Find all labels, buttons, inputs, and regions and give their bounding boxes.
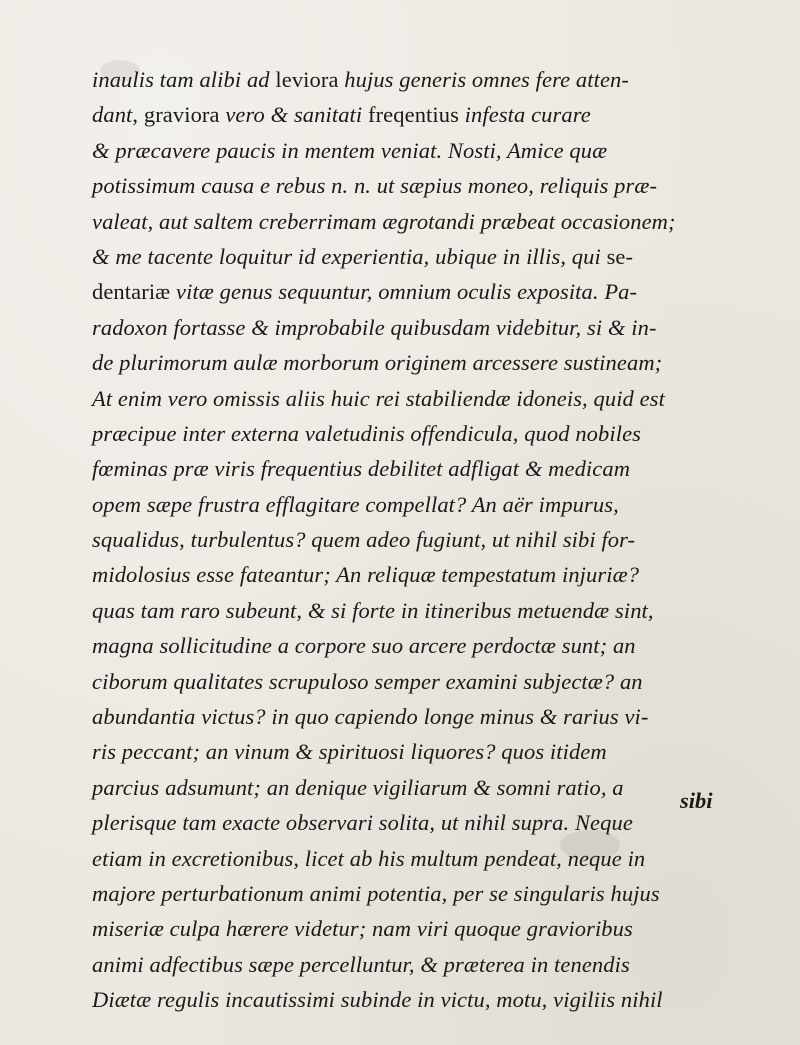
text-line <box>92 451 742 486</box>
text-line <box>92 62 742 97</box>
text-segment: infesta curare <box>458 102 591 128</box>
text-segment: fœminas præ viris frequentius debilitet adfligat & medicam <box>92 456 631 482</box>
text-line <box>92 982 742 1017</box>
text-segment: dant <box>92 102 133 128</box>
text-segment: vitæ genus sequuntur, omnium oculis exposita. Pa- <box>170 279 638 305</box>
text-segment: parcius adsumunt; an denique vigiliarum & somni ratio, a <box>92 774 624 800</box>
text-segment: radoxon fortasse & improbabile quibusdam videbitur, si & in- <box>92 314 657 340</box>
text-segment: miseriæ culpa hærere videtur; nam viri quoque gravioribus <box>92 916 633 942</box>
text-segment: magna sollicitudine a corpore suo arcere perdoctæ sunt; an <box>92 633 636 659</box>
text-segment: etiam in excretionibus, licet ab his multum pendeat, neque in <box>92 845 646 871</box>
text-line <box>92 664 742 699</box>
text-line <box>92 911 742 946</box>
text-line <box>92 841 742 876</box>
text-segment: majore perturbationum animi potentia, per se singularis hujus <box>92 880 660 906</box>
text-line <box>92 557 742 592</box>
text-line <box>92 947 742 982</box>
text-segment: , graviora <box>132 102 226 128</box>
text-line <box>92 168 742 203</box>
text-line <box>92 805 742 840</box>
text-line <box>92 204 742 239</box>
text-segment: de plurimorum aulæ morborum originem arcessere sustineam; <box>92 350 663 376</box>
body-text <box>92 62 742 1018</box>
text-segment: plerisque tam exacte observari solita, ut nihil supra. Neque <box>92 810 633 836</box>
text-line <box>92 628 742 663</box>
text-line <box>92 381 742 416</box>
text-line <box>92 310 742 345</box>
text-segment: potissimum causa e rebus n. n. ut sæpius moneo, reliquis præ- <box>92 173 658 199</box>
text-segment: inaulis tam alibi ad <box>92 67 276 92</box>
text-line <box>92 876 742 911</box>
text-segment: vero & sanitati <box>225 102 368 128</box>
text-segment: abundantia victus? in quo capiendo longe minus & rarius vi- <box>92 704 649 730</box>
text-segment: leviora <box>275 67 339 92</box>
text-line <box>92 239 742 274</box>
text-segment: freqentius <box>367 102 459 128</box>
text-segment: quas tam raro subeunt, & si forte in itineribus metuendæ sint, <box>92 597 654 623</box>
text-segment: animi adfectibus sæpe percelluntur, & præterea in tenendis <box>92 951 630 977</box>
text-segment: At enim vero omissis aliis huic rei stabiliendæ idoneis, quid est <box>92 385 665 411</box>
text-line <box>92 593 742 628</box>
text-segment: squalidus, turbulentus? quem adeo fugiunt, ut nihil sibi for- <box>92 527 636 553</box>
text-segment: valeat, aut saltem creberrimam ægrotandi præbeat occasionem; <box>92 208 676 234</box>
text-line <box>92 770 742 805</box>
text-line <box>92 699 742 734</box>
catchword: sibi <box>680 788 713 813</box>
text-segment: Diætæ regulis incautissimi subinde in victu, motu, vigiliis nihil <box>92 987 663 1013</box>
text-segment: midolosius esse fateantur; An reliquæ tempestatum injuriæ? <box>92 562 640 588</box>
text-line <box>92 133 742 168</box>
text-segment: ciborum qualitates scrupuloso semper examini subjectæ? an <box>92 668 643 694</box>
text-segment: & me tacente loquitur id experientia, ubique in illis, qui <box>92 243 607 269</box>
text-line <box>92 734 742 769</box>
text-segment: opem sæpe frustra efflagitare compellat? An aër impurus, <box>92 491 619 517</box>
text-line <box>92 416 742 451</box>
text-segment: dentariæ <box>92 279 171 305</box>
text-segment: & præcavere paucis in mentem veniat. Nosti, Amice quæ <box>92 137 608 163</box>
text-segment: se- <box>606 243 634 269</box>
text-line <box>92 274 742 309</box>
text-line <box>92 487 742 522</box>
text-segment: præcipue inter externa valetudinis offendicula, quod nobiles <box>92 420 642 446</box>
text-line <box>92 97 742 132</box>
text-segment: ris peccant; an vinum & spirituosi liquores? quos itidem <box>92 739 607 765</box>
text-line <box>92 345 742 380</box>
text-segment: hujus generis omnes fere atten- <box>338 67 629 92</box>
text-line <box>92 522 742 557</box>
